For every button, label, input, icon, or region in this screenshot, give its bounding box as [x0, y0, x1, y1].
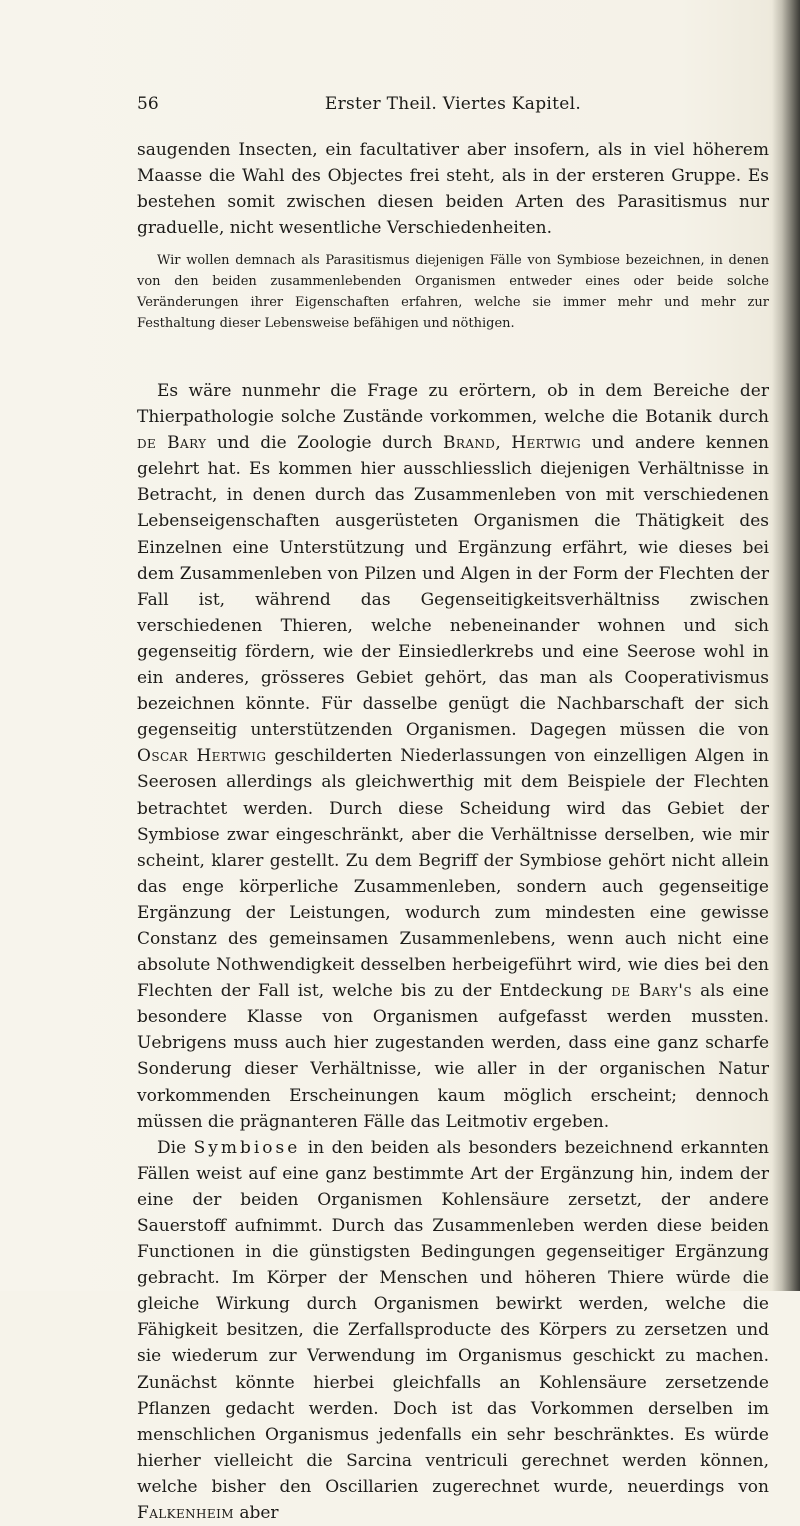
running-head: Erster Theil. Viertes Kapitel. — [324, 94, 582, 114]
paragraph-4: Die Symbiose in den beiden als besonders bezeichnend erkannten Fällen weist auf eine ganz bestimmte Art der Ergänzung hin, indem der eine der beiden Organismen Kohlensäure zersetzt, der andere Sauerstoff aufnimmt. Durch das Zusammenleben werden diese beiden Functionen in die günstigsten Bedingungen gegenseitiger Ergänzung gebracht. Im Körper der Menschen und höheren Thiere würde die gleiche Wirkung durch Organismen bewirkt werden, welche die Fähigkeit besitzen, die Zerfallsproducte des Körpers zu zersetzen und sie wiederum zur Verwendung im Organismus geschickt zu machen. Zunächst könnte hierbei gleichfalls an Kohlensäure zersetzende Pflanzen gedacht werden. Doch ist das Vorkommen derselben im menschlichen Organismus jedenfalls ein sehr beschränktes. Es würde hierher vielleicht die Sarcina ventriculi gerechnet werden können, welche bisher den Oscillarien zugerechnet wurde, neuerdings von Falkenheim aber — [137, 1137, 769, 1524]
page-header — [137, 94, 769, 122]
author-name: Falkenheim — [137, 1503, 234, 1524]
page-edge-shadow — [772, 0, 800, 1291]
author-name: Hertwig — [511, 433, 582, 454]
paragraph-3: Es wäre nunmehr die Frage zu erörtern, ob in dem Bereiche der Thierpathologie solche Zustände vorkommen, welche die Botanik durch de Bary und die Zoologie durch Brand, Hertwig und andere kennen gelehrt hat. Es kommen hier ausschliesslich diejenigen Verhältnisse in Betracht, in denen durch das Zusammenleben von mit verschiedenen Lebenseigenschaften ausgerüsteten Organismen die Thätigkeit des Einzelnen eine Unterstützung und Ergänzung erfährt, wie dieses bei dem Zusammenleben von Pilzen und Algen in der Form der Flechten der Fall ist, während das Gegenseitigkeitsverhältniss zwischen verschiedenen Thieren, welche nebeneinander wohnen und sich gegenseitig fördern, wie der Einsiedlerkrebs und eine Seerose wohl in ein anderes, grösseres Gebiet gehört, das man als Cooperativismus bezeichnen könnte. Für dasselbe genügt die Nachbarschaft der sich gegenseitig unterstützenden Organismen. Dagegen müssen die von Oscar Hertwig geschilderten Niederlassungen von einzelligen Algen in Seerosen allerdings als gleichwerthig mit dem Beispiele der Flechten betrachtet werden. Durch diese Scheidung wird das Gebiet der Symbiose zwar eingeschränkt, aber die Verhältnisse derselben, wie mir scheint, klarer gestellt. Zu dem Begriff der Symbiose gehört nicht allein das enge körperliche Zusammenleben, sondern auch gegenseitige Ergänzung der Leistungen, wodurch zum mindesten eine gewisse Constanz des gemeinsamen Zusammenlebens, wenn auch nicht eine absolute Nothwendigkeit desselben herbeigeführt wird, wie dies bei den Flechten der Fall ist, welche bis zu der Entdeckung de Bary's als eine besondere Klasse von Organismen aufgefasst werden mussten. Uebrigens muss auch hier zugestanden werden, dass eine ganz scharfe Sonderung dieser Verhältnisse, wie aller in der organischen Natur vorkommenden Erscheinungen kaum möglich erscheint; dennoch müssen die prägnanteren Fälle das Leitmotiv ergeben. — [137, 381, 769, 1132]
author-name: de Bary's — [611, 981, 692, 1002]
author-name: de Bary — [137, 433, 207, 454]
emphasized-term: Symbiose — [193, 1137, 301, 1158]
author-name: Oscar Hertwig — [137, 746, 267, 767]
paragraph-1: saugenden Insecten, ein facultativer aber insofern, als in viel höherem Maasse die Wahl des Objectes frei steht, als in der ersteren Gruppe. Es bestehen somit zwischen diesen beiden Arten des Parasitismus nur graduelle, nicht wesentliche Verschiedenheiten. — [137, 140, 769, 238]
small-print-paragraph: Wir wollen demnach als Parasitismus diejenigen Fälle von Symbiose bezeichnen, in denen von den beiden zusammenlebenden Organismen entweder eines oder beide solche Veränderungen ihrer Eigenschaften erfahren, welche sie immer mehr und mehr zur Festhaltung dieser Lebensweise befähigen und nöthigen. — [137, 253, 769, 331]
main-text — [137, 378, 769, 1526]
page-number: 56 — [137, 94, 159, 114]
author-name: Brand — [443, 433, 496, 454]
